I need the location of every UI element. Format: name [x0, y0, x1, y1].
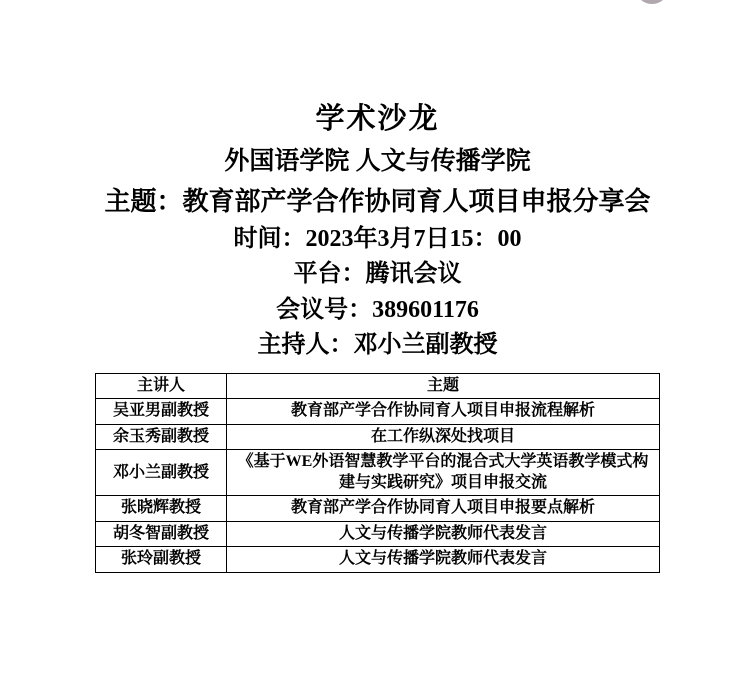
time-line: 时间：2023年3月7日15：00 [233, 226, 522, 253]
cell-topic: 《基于WE外语智慧教学平台的混合式大学英语教学模式构建与实践研究》项目申报交流 [227, 450, 660, 496]
cell-topic: 人文与传播学院教师代表发言 [227, 547, 660, 572]
agenda-table [95, 373, 660, 573]
cell-speaker: 张玲副教授 [96, 547, 227, 572]
column-header-topic: 主题 [227, 373, 660, 398]
table-row [96, 450, 660, 496]
organizer-line: 外国语学院 人文与传播学院 [224, 147, 531, 175]
cell-topic: 在工作纵深处找项目 [227, 424, 660, 449]
host-line: 主持人：邓小兰副教授 [257, 331, 498, 358]
cell-speaker: 吴亚男副教授 [96, 399, 227, 424]
table-row [96, 424, 660, 449]
page-title: 学术沙龙 [315, 103, 440, 135]
cell-speaker: 余玉秀副教授 [96, 424, 227, 449]
cell-speaker: 胡冬智副教授 [96, 521, 227, 546]
table-row [96, 521, 660, 546]
meeting-id-line: 会议号：389601176 [276, 296, 479, 323]
cell-topic: 教育部产学合作协同育人项目申报要点解析 [227, 496, 660, 521]
platform-line: 平台：腾讯会议 [293, 261, 462, 288]
column-header-speaker: 主讲人 [96, 373, 227, 398]
cell-topic: 教育部产学合作协同育人项目申报流程解析 [227, 399, 660, 424]
table-header-row [96, 373, 660, 398]
table-row [96, 399, 660, 424]
cell-speaker: 邓小兰副教授 [96, 450, 227, 496]
topic-line: 主题：教育部产学合作协同育人项目申报分享会 [104, 187, 651, 217]
title-block [0, 100, 755, 361]
table-row [96, 496, 660, 521]
cell-topic: 人文与传播学院教师代表发言 [227, 521, 660, 546]
table-row [96, 547, 660, 572]
cell-speaker: 张晓辉教授 [96, 496, 227, 521]
